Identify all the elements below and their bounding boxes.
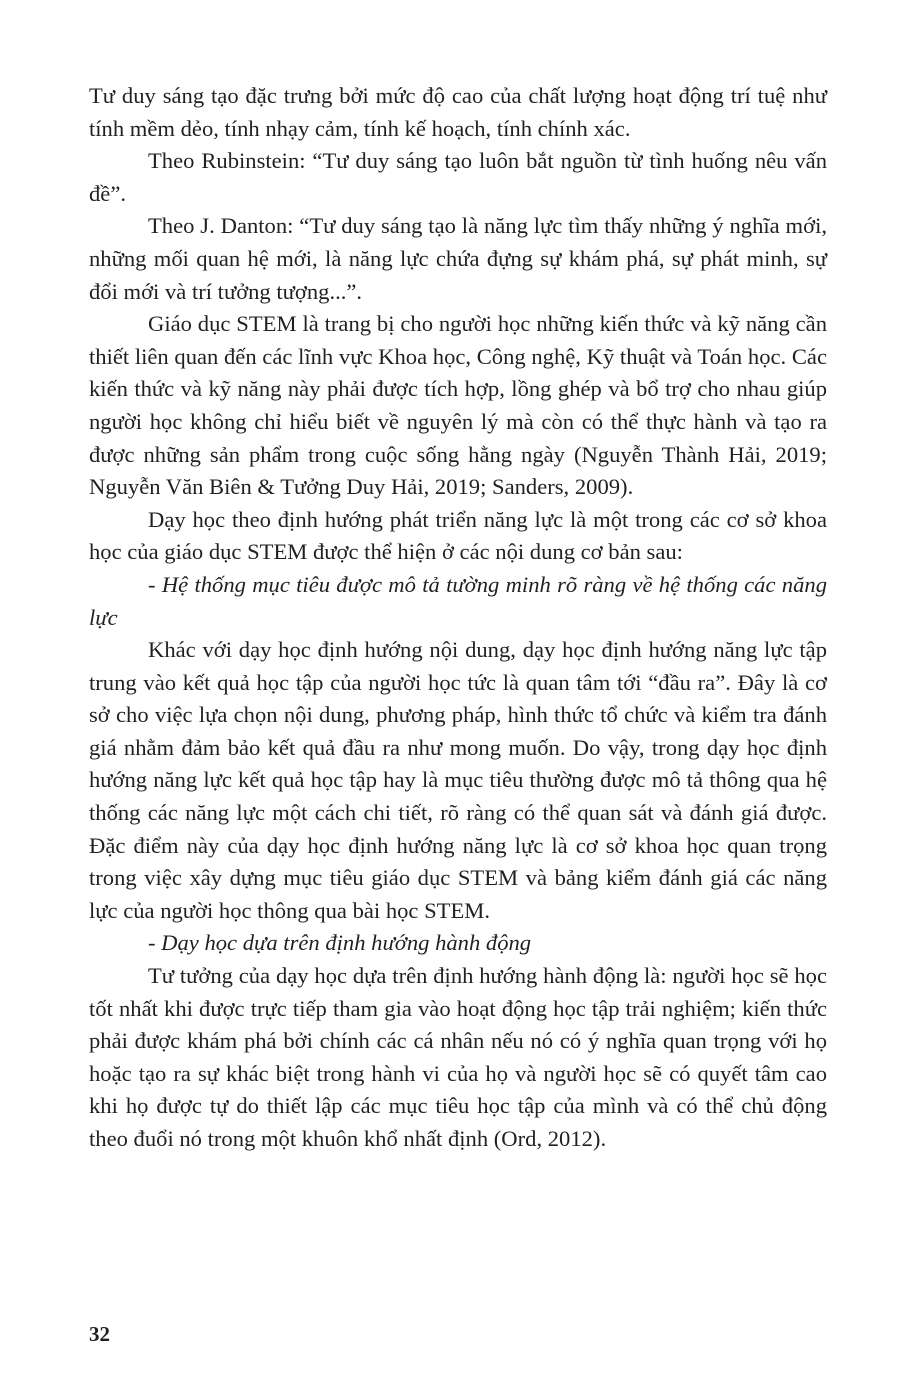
paragraph-stem-definition: Giáo dục STEM là trang bị cho người học những kiến thức và kỹ năng cần thiết liên quan đến các lĩnh vực Khoa học, Công nghệ, Kỹ thuật và Toán học. Các kiến thức và kỹ năng này phải được tích hợp, lồng ghép và bổ trợ cho nhau giúp người học không chỉ hiểu biết về nguyên lý mà còn có thể thực hành và tạo ra được những sản phẩm trong cuộc sống hằng ngày (Nguyễn Thành Hải, 2019; Nguyễn Văn Biên & Tưởng Duy Hải, 2019; Sanders, 2009). [89,311,827,500]
page-body [89,80,827,1156]
heading-action-oriented: - Dạy học dựa trên định hướng hành động [148,930,532,956]
paragraph-rubinstein-quote: Theo Rubinstein: “Tư duy sáng tạo luôn bắt nguồn từ tình huống nêu vấn đề”. [89,148,827,206]
page-number: 32 [89,1322,110,1346]
paragraph-competency-teaching: Dạy học theo định hướng phát triển năng lực là một trong các cơ sở khoa học của giáo dục STEM được thể hiện ở các nội dung cơ bản sau: [89,506,827,565]
paragraph-creative-thinking-traits: Tư duy sáng tạo đặc trưng bởi mức độ cao của chất lượng hoạt động trí tuệ như tính mềm dẻo, tính nhạy cảm, tính kế hoạch, tính chính xác. [89,83,827,141]
paragraph-competency-vs-content: Khác với dạy học định hướng nội dung, dạy học định hướng năng lực tập trung vào kết quả học tập của người học tức là quan tâm tới “đầu ra”. Đây là cơ sở cho việc lựa chọn nội dung, phương pháp, hình thức tổ chức và kiểm tra đánh giá nhằm đảm bảo kết quả đầu ra như mong muốn. Do vậy, trong dạy học định hướng năng lực kết quả học tập hay là mục tiêu thường được mô tả thông qua hệ thống các năng lực một cách chi tiết, rõ ràng có thể quan sát và đánh giá được. Đặc điểm này của dạy học định hướng năng lực là cơ sở khoa học quan trọng trong việc xây dựng mục tiêu giáo dục STEM và bảng kiểm đánh giá các năng lực của người học thông qua bài học STEM. [89,637,827,923]
heading-goal-system: - Hệ thống mục tiêu được mô tả tường minh rõ ràng về hệ thống các năng lực [89,571,827,630]
paragraph-danton-quote: Theo J. Danton: “Tư duy sáng tạo là năng lực tìm thấy những ý nghĩa mới, những mối quan hệ mới, là năng lực chứa đựng sự khám phá, sự phát minh, sự đổi mới và trí tưởng tượng...”. [89,213,827,304]
paragraph-action-oriented: Tư tưởng của dạy học dựa trên định hướng hành động là: người học sẽ học tốt nhất khi được trực tiếp tham gia vào hoạt động học tập trải nghiệm; kiến thức phải được khám phá bởi chính các cá nhân nếu nó có ý nghĩa quan trọng với họ hoặc tạo ra sự khác biệt trong hành vi của họ và người học sẽ có quyết tâm cao khi họ được tự do thiết lập các mục tiêu học tập của mình và có thể chủ động theo đuổi nó trong một khuôn khổ nhất định (Ord, 2012). [89,963,827,1151]
